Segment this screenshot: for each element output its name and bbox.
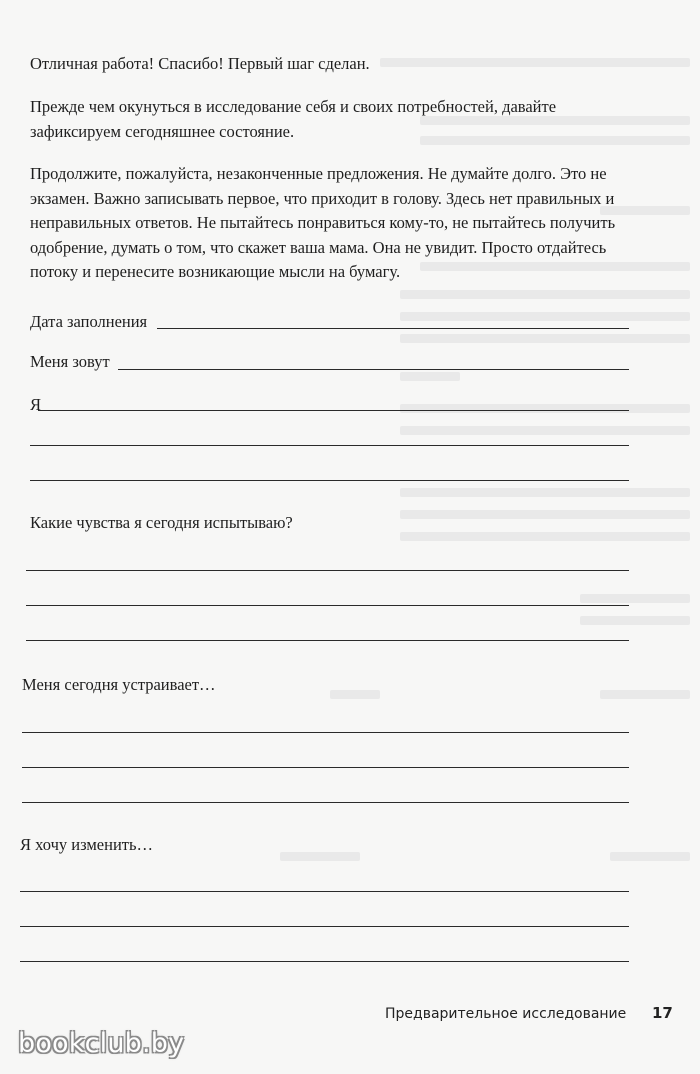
intro-paragraph-1: Отличная работа! Спасибо! Первый шаг сделан. <box>30 54 370 73</box>
change-label: Я хочу изменить… <box>20 835 154 854</box>
change-answer-line-1[interactable] <box>20 891 629 892</box>
satisfies-answer-line-2[interactable] <box>22 767 629 768</box>
feelings-answer-line-3[interactable] <box>26 640 629 641</box>
satisfies-answer-line-3[interactable] <box>22 802 629 803</box>
date-answer-line[interactable] <box>157 328 629 329</box>
change-answer-line-2[interactable] <box>20 926 629 927</box>
intro-paragraph-2: Прежде чем окунуться в исследование себя и своих потребностей, давайте зафиксируем сегодняшнее состояние. <box>30 97 557 141</box>
i-answer-line-2[interactable] <box>30 445 629 446</box>
watermark-logo: bookclub.by <box>18 1028 185 1059</box>
change-answer-line-3[interactable] <box>20 961 629 962</box>
satisfies-label: Меня сегодня устраивает… <box>22 675 216 694</box>
intro-paragraph-3: Продолжите, пожалуйста, незаконченные предложения. Не думайте долго. Это не экзамен. Важно записывать первое, что приходит в голову. Здесь нет правильных и неправильных ответов. Не пытайтесь понравиться кому-то, не пытайтесь получить одобрение, думать о том, что скажет ваша мама. Она не увидит. Просто отдайтесь потоку и перенесите возникающие мысли на бумагу. <box>30 164 616 281</box>
date-label: Дата заполнения <box>30 312 148 331</box>
page-number: 17 <box>652 1004 673 1022</box>
feelings-answer-line-1[interactable] <box>26 570 629 571</box>
feelings-answer-line-2[interactable] <box>26 605 629 606</box>
feelings-label: Какие чувства я сегодня испытываю? <box>30 513 293 532</box>
running-footer-section-title: Предварительное исследование <box>385 1006 627 1022</box>
name-answer-line[interactable] <box>118 369 629 370</box>
i-answer-line-1[interactable] <box>38 410 629 411</box>
name-label: Меня зовут <box>30 352 110 371</box>
i-label: Я <box>30 395 42 414</box>
i-answer-line-3[interactable] <box>30 480 629 481</box>
satisfies-answer-line-1[interactable] <box>22 732 629 733</box>
